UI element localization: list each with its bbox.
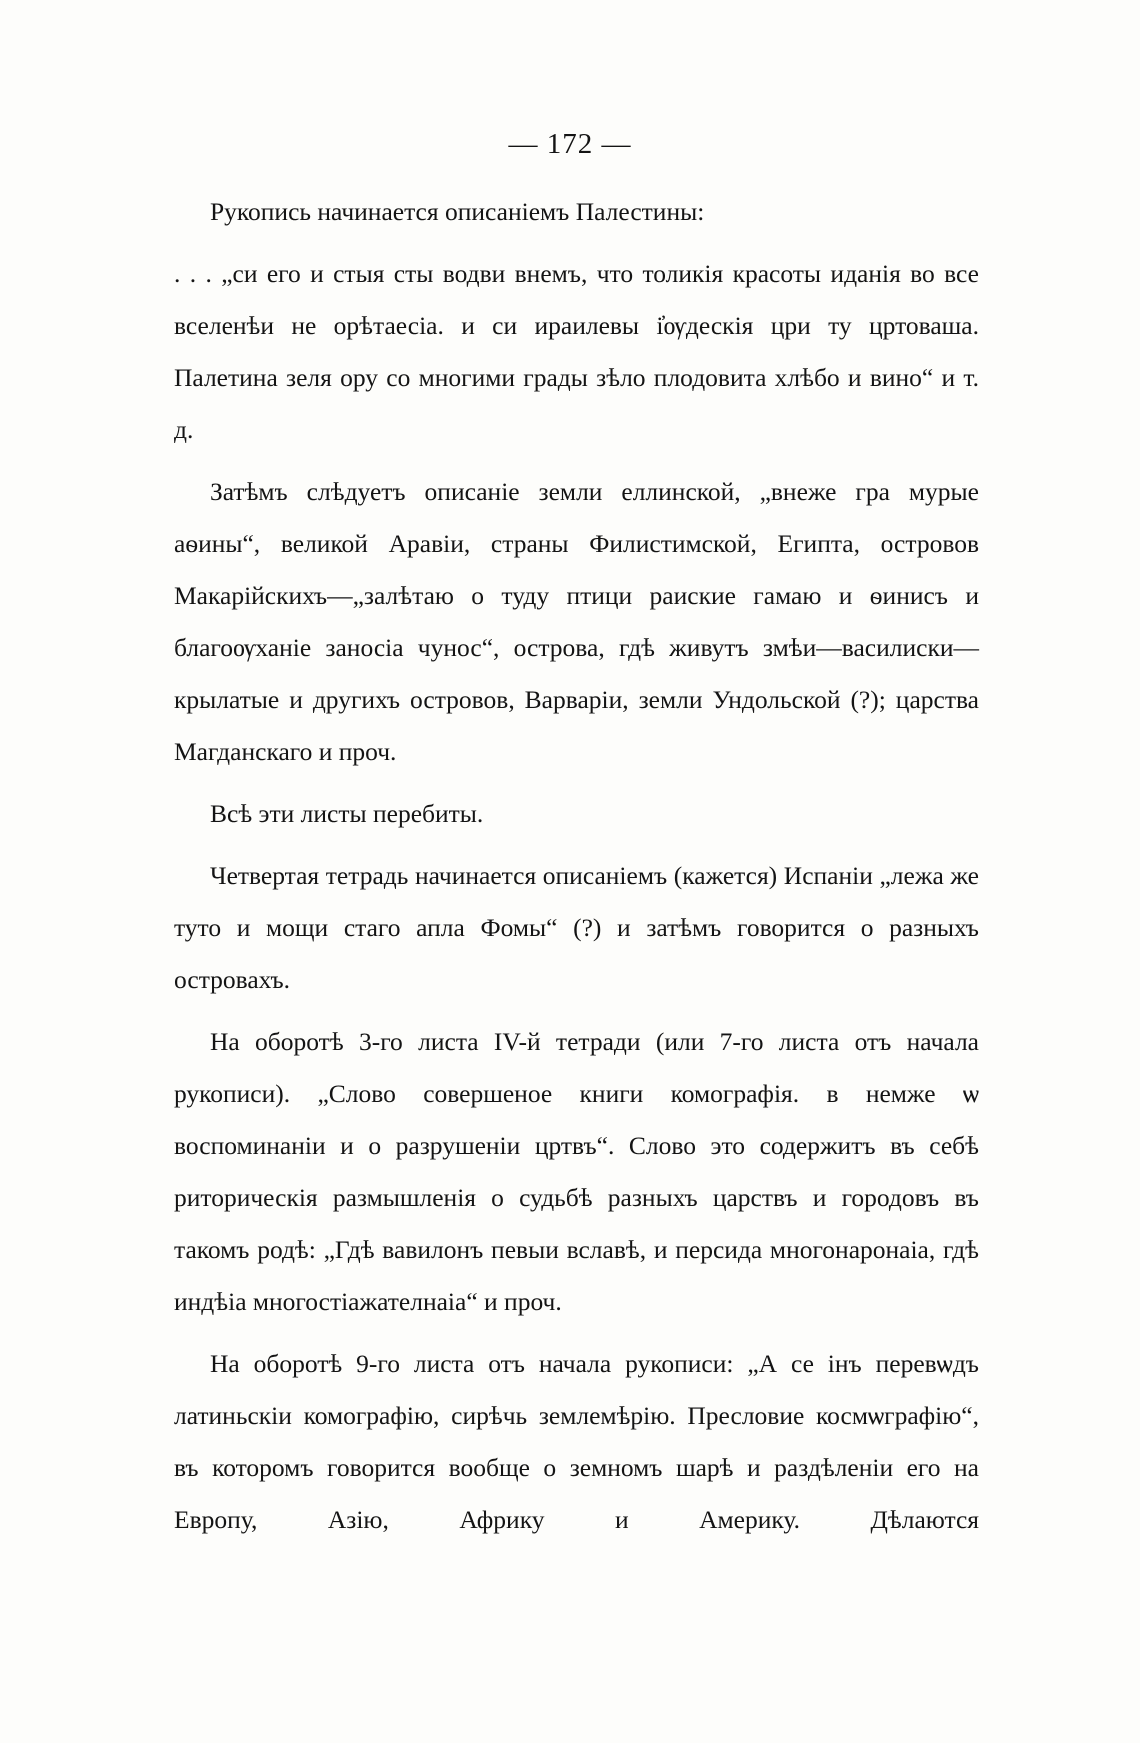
paragraph-cosmography-translation: На оборотѣ 9-го листа отъ начала рукописи: „А се інъ перевѡдъ латиньскiи комографію, сирѣчь землемѣрію. Пресловие космѡграфію“, въ которомъ говорится вообще о земномъ шарѣ и раздѣленіи его на Европу, Азію, Африку и Америку. Дѣлаются	[174, 1349, 979, 1534]
paragraph-fourth-quire: Четвертая тетрадь начинается описаніемъ (кажется) Испаніи „лежа же туто и мощи стаго апла Фомы“ (?) и затѣмъ говорится о разныхъ островахъ.	[174, 861, 979, 994]
paragraph-cosmography-word: На оборотѣ 3-го листа IV-й тетради (или 7-го листа отъ начала рукописи). „Слово совершеное книги комографія. в немже ѡ воспоминаніи и о разрушеніи цртвъ“. Слово это содержитъ въ себѣ риторическія размышленія о судьбѣ разныхъ царствъ и городовъ въ такомъ родѣ: „Гдѣ вавилонъ певыи вславѣ, и персида многонаронаiа, гдѣ индѣiа многостiажателнаiа“ и проч.	[174, 1027, 979, 1316]
page-body	[174, 186, 979, 1556]
paragraph-palestine-quote: . . . „си его и стыя сты водви внемъ, что толикія красоты иданія во все вселенѣи не орѣтаесiа. и си ираилевы і҆ѹдескія цри ту цртоваша. Палетина зеля ору со многими грады зѣло плодовита хлѣбо и вино“ и т. д.	[174, 259, 979, 444]
paragraph-intro: Рукопись начинается описаніемъ Палестины:	[210, 197, 705, 226]
paragraph-pages-reordered: Всѣ эти листы перебиты.	[210, 799, 484, 828]
page-number: — 172 —	[508, 128, 632, 160]
paragraph-hellenic-land: Затѣмъ слѣдуетъ описаніе земли еллинской, „внеже гра мурые аѳины“, великой Аравіи, страны Филистимской, Египта, островов Макарійскихъ—„залѣтаю о туду птици раиские гамаю и ѳинисъ и благоѹханiе заносiа чунос“, острова, гдѣ живутъ змѣи—василиски—крылатые и другихъ островов, Варваріи, земли Ундольской (?); царства Магданскаго и проч.	[174, 477, 979, 766]
